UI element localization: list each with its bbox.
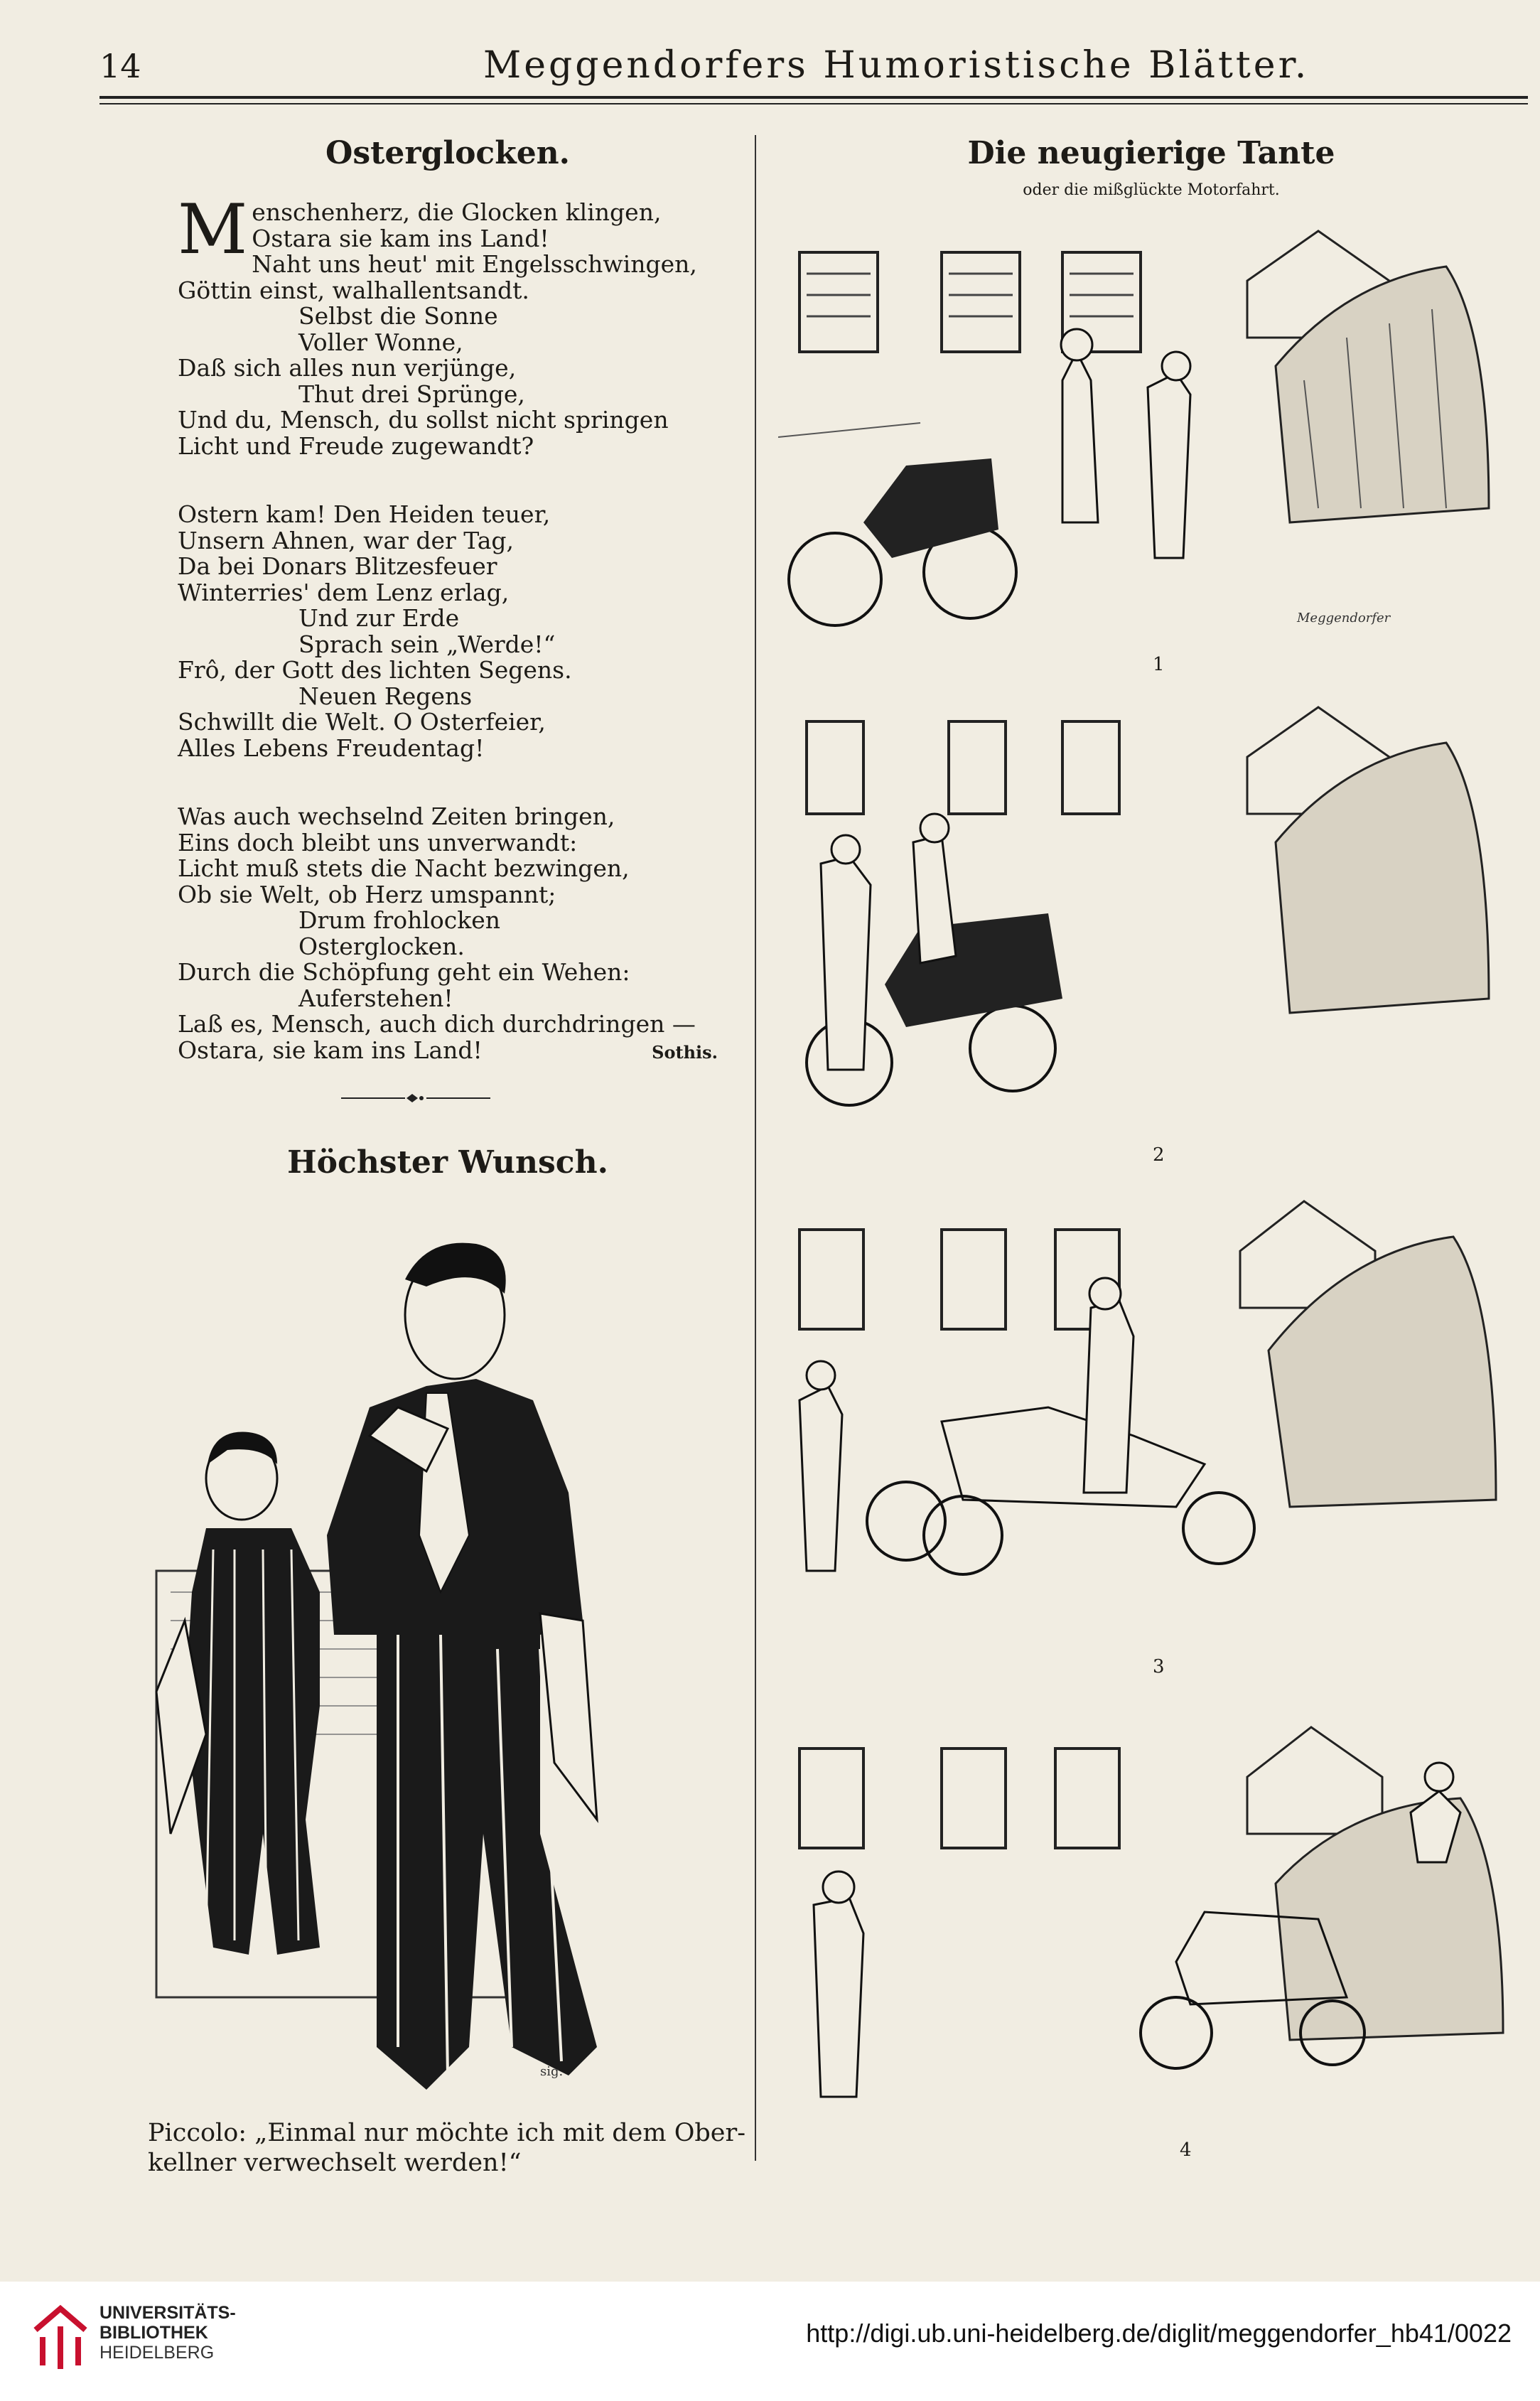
comic-panel-3 xyxy=(778,1194,1524,1621)
header-rule-thin xyxy=(99,103,1528,104)
poem-line: Göttin einst, walhallentsandt. xyxy=(178,276,529,304)
university-library-logo-icon xyxy=(28,2301,92,2373)
poem-line: Ostara, sie kam ins Land! xyxy=(178,1036,483,1064)
poem-line: Und zur Erde xyxy=(298,604,460,632)
column-divider xyxy=(755,135,756,2161)
institution-line-3: HEIDELBERG xyxy=(99,2343,215,2363)
comic-panel-2 xyxy=(778,700,1524,1127)
second-title: Höchster Wunsch. xyxy=(287,1144,608,1181)
poem-line: enschenherz, die Glocken klingen, xyxy=(252,198,662,226)
left-column xyxy=(178,135,718,1063)
comic-panel-4 xyxy=(778,1720,1524,2147)
page-header xyxy=(99,43,1528,92)
institution-line-2: BIBLIOTHEK xyxy=(99,2323,208,2343)
poem-line: Da bei Donars Blitzesfeuer xyxy=(178,552,497,580)
running-title: Meggendorfers Humoristische Blätter. xyxy=(483,44,1310,87)
panel-number-2: 2 xyxy=(1153,1144,1165,1166)
institution-name xyxy=(99,2303,236,2363)
poem-line: Eins doch bleibt uns unverwandt: xyxy=(178,828,578,856)
comic-subtitle: oder die mißglückte Motorfahrt. xyxy=(1023,181,1280,199)
panel-number-4: 4 xyxy=(1180,2139,1192,2161)
header-rule-thick xyxy=(99,96,1528,99)
comic-panel-1 xyxy=(778,224,1524,650)
illustration-caption: Piccolo: „Einmal nur möchte ich mit dem Ober-kellner verwechselt werden!“ xyxy=(148,2119,746,2177)
poem-line: Ob sie Welt, ob Herz umspannt; xyxy=(178,880,556,908)
poem-line: Was auch wechselnd Zeiten bringen, xyxy=(178,802,615,830)
poem-line: Frô, der Gott des lichten Segens. xyxy=(178,656,572,684)
poem-line: Selbst die Sonne xyxy=(298,302,498,330)
poem-line: Unsern Ahnen, war der Tag, xyxy=(178,526,514,554)
poem-line: Voller Wonne, xyxy=(298,328,463,356)
poem-line: Laß es, Mensch, auch dich durchdringen — xyxy=(178,1010,696,1038)
poem-line: Neuen Regens xyxy=(298,682,473,710)
poem-line: Winterries' dem Lenz erlag, xyxy=(178,578,510,606)
poem-line: Licht muß stets die Nacht bezwingen, xyxy=(178,854,630,882)
comic-title: Die neugierige Tante xyxy=(967,135,1335,171)
poem-line: Und du, Mensch, du sollst nicht springen xyxy=(178,406,669,434)
svg-text:sig.: sig. xyxy=(540,2064,564,2079)
drop-cap: M xyxy=(178,190,248,269)
poem-line: Sprach sein „Werde!“ xyxy=(298,630,556,658)
poem-line: Osterglocken. xyxy=(298,932,465,960)
poem-body xyxy=(178,190,718,1064)
ornament-divider xyxy=(341,1091,490,1105)
poem-line: Drum frohlocken xyxy=(298,906,501,934)
panel-number-3: 3 xyxy=(1153,1656,1165,1677)
poem-line: Ostara sie kam ins Land! xyxy=(252,224,549,252)
poem-title: Osterglocken. xyxy=(325,135,570,171)
poem-line: Durch die Schöpfung geht ein Wehen: xyxy=(178,958,630,986)
page-number: 14 xyxy=(99,47,141,85)
poem-line: Auferstehen! xyxy=(298,984,453,1012)
svg-text:Meggendorfer: Meggendorfer xyxy=(1297,611,1391,625)
poem-line: Schwillt die Welt. O Osterfeier, xyxy=(178,708,546,736)
stanza-gap xyxy=(178,459,718,502)
library-footer xyxy=(0,2282,1540,2401)
poem-line: Naht uns heut' mit Engelsschwingen, xyxy=(252,250,697,278)
stanza-gap xyxy=(178,761,718,804)
poem-line: Thut drei Sprünge, xyxy=(298,380,525,408)
poem-line: Alles Lebens Freudentag! xyxy=(178,734,485,762)
poem-line: Ostern kam! Den Heiden teuer, xyxy=(178,500,551,528)
poem-line: Licht und Freude zugewandt? xyxy=(178,431,534,460)
waiter-and-boy-illustration xyxy=(142,1194,704,2118)
source-url-link[interactable]: http://digi.ub.uni-heidelberg.de/diglit/meggendorfer_hb41/0022 xyxy=(806,2319,1512,2348)
poem-line: Daß sich alles nun verjünge, xyxy=(178,354,517,382)
panel-number-1: 1 xyxy=(1153,654,1165,675)
poem-author: Sothis. xyxy=(652,1042,718,1063)
institution-line-1: UNIVERSITÄTS- xyxy=(99,2303,236,2323)
